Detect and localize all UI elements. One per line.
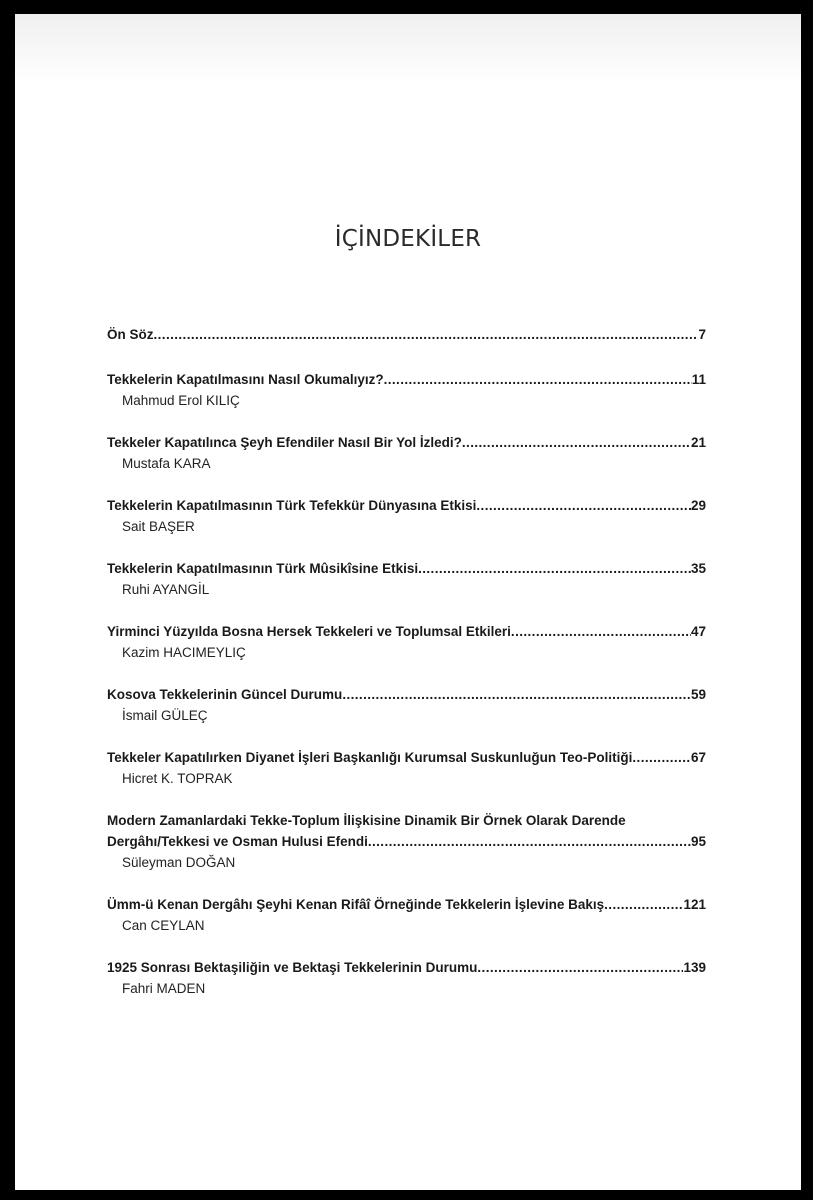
- toc-entry: [107, 957, 706, 999]
- toc-title-line: [107, 495, 706, 516]
- toc-title-line: [107, 684, 706, 705]
- dot-leader: [384, 369, 692, 390]
- toc-author: İsmail GÜLEÇ: [122, 708, 208, 723]
- toc-author: Ruhi AYANGİL: [122, 582, 210, 597]
- dot-leader: [604, 894, 683, 915]
- toc-entry: [107, 558, 706, 600]
- toc-entry: [107, 495, 706, 537]
- toc-page-number: 139: [683, 960, 706, 975]
- dot-leader: [477, 957, 683, 978]
- toc-entry: [107, 432, 706, 474]
- toc-title-line: [107, 747, 706, 768]
- toc-page-number: 35: [690, 561, 706, 576]
- dot-leader: [511, 621, 691, 642]
- toc-title: Dergâhı/Tekkesi ve Osman Hulusi Efendi: [107, 834, 368, 849]
- toc-title-line: [107, 957, 706, 978]
- toc-page-number: 21: [690, 435, 706, 450]
- toc-entry: [107, 324, 706, 345]
- toc-title-line: [107, 369, 706, 390]
- table-of-contents: [107, 324, 706, 1020]
- toc-author: Kazim HACIMEYLIÇ: [122, 645, 246, 660]
- dot-leader: [342, 684, 691, 705]
- toc-title-first-line: [107, 810, 706, 831]
- toc-entry: [107, 747, 706, 789]
- dot-leader: [632, 747, 691, 768]
- toc-title-line: [107, 558, 706, 579]
- toc-entry: [107, 810, 706, 873]
- toc-title: 1925 Sonrası Bektaşiliğin ve Bektaşi Tekkelerinin Durumu: [107, 960, 478, 975]
- toc-title: Tekkelerin Kapatılmasının Türk Mûsikîsine Etkisi: [107, 561, 419, 576]
- toc-title-line: [107, 621, 706, 642]
- toc-title: Ümm-ü Kenan Dergâhı Şeyhi Kenan Rifâî Örneğinde Tekkelerin İşlevine Bakış: [107, 897, 605, 912]
- toc-author: Hicret K. TOPRAK: [122, 771, 233, 786]
- toc-title: Tekkelerin Kapatılmasını Nasıl Okumalıyız?: [107, 372, 384, 387]
- toc-title: Tekkeler Kapatılırken Diyanet İşleri Başkanlığı Kurumsal Suskunluğun Teo-Politiği: [107, 750, 633, 765]
- toc-title-line1: Modern Zamanlardaki Tekke-Toplum İlişkisine Dinamik Bir Örnek Olarak Darende: [107, 813, 626, 828]
- toc-title-line: [107, 894, 706, 915]
- toc-entry: [107, 894, 706, 936]
- toc-title: Ön Söz: [107, 327, 154, 342]
- toc-page-number: 59: [690, 687, 706, 702]
- dot-leader: [368, 831, 691, 852]
- toc-title: Kosova Tekkelerinin Güncel Durumu: [107, 687, 343, 702]
- toc-author: Süleyman DOĞAN: [122, 855, 236, 870]
- toc-page-number: 95: [690, 834, 706, 849]
- toc-author: Sait BAŞER: [122, 519, 195, 534]
- dot-leader: [418, 558, 691, 579]
- toc-title: Tekkelerin Kapatılmasının Türk Tefekkür Dünyasına Etkisi: [107, 498, 477, 513]
- toc-author: Fahri MADEN: [122, 981, 206, 996]
- dot-leader: [476, 495, 691, 516]
- book-page: [15, 14, 801, 1190]
- toc-page-number: 47: [690, 624, 706, 639]
- toc-page-number: 121: [683, 897, 706, 912]
- toc-author: Mustafa KARA: [122, 456, 211, 471]
- toc-author: Can CEYLAN: [122, 918, 205, 933]
- toc-entry: [107, 684, 706, 726]
- toc-title-line: [107, 432, 706, 453]
- toc-page-number: 7: [698, 327, 706, 342]
- toc-page-number: 29: [690, 498, 706, 513]
- toc-page-number: 67: [690, 750, 706, 765]
- toc-author: Mahmud Erol KILIÇ: [122, 393, 240, 408]
- dot-leader: [154, 324, 699, 345]
- page-shadow: [15, 14, 801, 84]
- page-title: İÇİNDEKİLER: [334, 226, 482, 252]
- toc-entry: [107, 621, 706, 663]
- toc-title-line: [107, 324, 706, 345]
- toc-title-line: [107, 831, 706, 852]
- toc-entry: [107, 369, 706, 411]
- toc-title: Yirminci Yüzyılda Bosna Hersek Tekkeleri ve Toplumsal Etkileri: [107, 624, 511, 639]
- dot-leader: [462, 432, 691, 453]
- toc-title: Tekkeler Kapatılınca Şeyh Efendiler Nasıl Bir Yol İzledi?: [107, 435, 462, 450]
- toc-page-number: 11: [691, 372, 706, 387]
